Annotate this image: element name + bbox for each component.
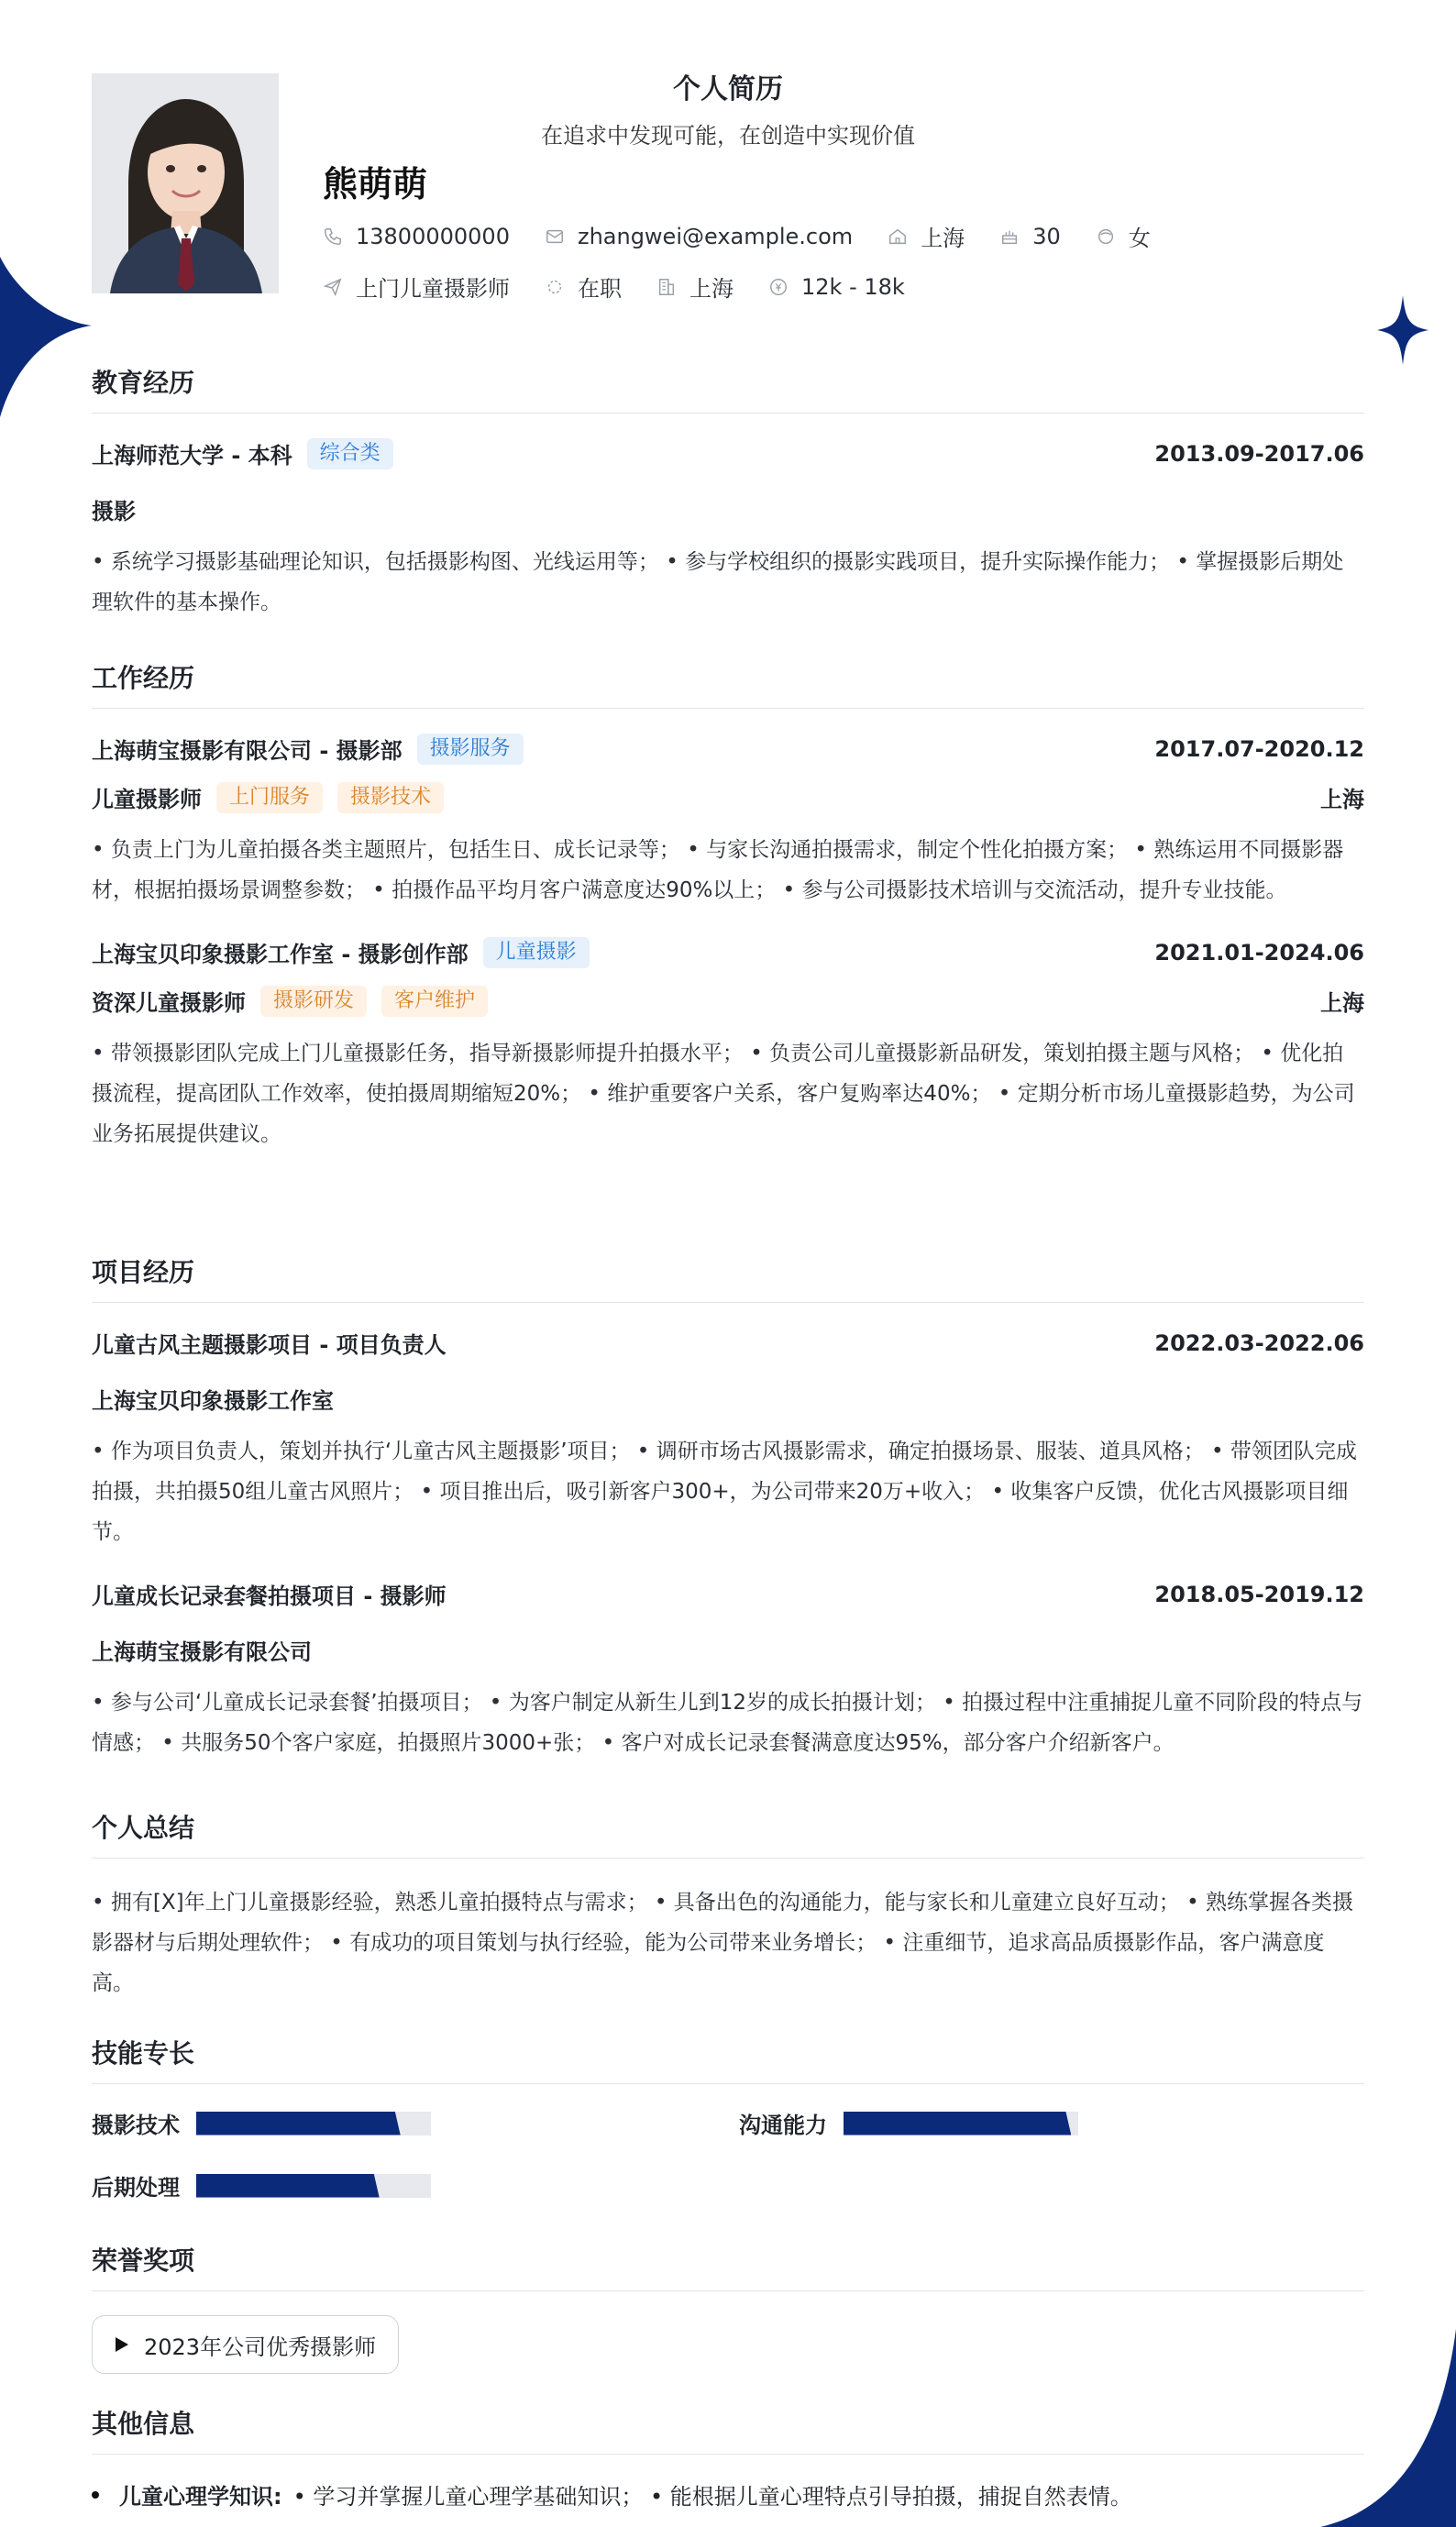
- role-tag: 摄影技术: [337, 782, 444, 813]
- status-icon: [545, 277, 565, 297]
- section-title: 工作经历: [92, 658, 1364, 709]
- education-date: 2013.09-2017.06: [1154, 440, 1364, 467]
- skill-name: 沟通能力: [739, 2113, 827, 2138]
- other-info-text: • 学习并掌握儿童心理学基础知识； • 能根据儿童心理特点引导拍摄，捕捉自然表情。: [292, 2484, 1132, 2510]
- role-tag: 上门服务: [216, 782, 323, 813]
- education-description: • 系统学习摄影基础理论知识，包括摄影构图、光线运用等； • 参与学校组织的摄影实践项目，提升实际操作能力； • 掌握摄影后期处理软件的基本操作。: [92, 550, 1344, 614]
- skill-level-fill: [844, 2112, 1071, 2135]
- gender-info: 女: [1096, 220, 1151, 252]
- work-description: • 负责上门为儿童拍摄各类主题照片，包括生日、成长记录等； • 与家长沟通拍摄需求，制定个性化拍摄方案； • 熟练运用不同摄影器材，根据拍摄场景调整参数； • 拍摄作品平均月客户满意度达90%以上； • 参与公司摄影技术培训与交流活动，提升专业技能。: [92, 838, 1344, 902]
- gender-icon: [1096, 226, 1116, 247]
- school-name: 上海师范大学 - 本科: [92, 443, 292, 469]
- skill-item: [739, 2107, 1078, 2139]
- contact-info-row: [323, 220, 1186, 252]
- project-date: 2022.03-2022.06: [1154, 1330, 1364, 1356]
- avatar-photo: [92, 73, 279, 293]
- major: 摄影: [92, 499, 136, 524]
- section-title: 荣誉奖项: [92, 2241, 1364, 2291]
- cake-icon: [999, 226, 1020, 247]
- award-item[interactable]: 2023年公司优秀摄影师: [92, 2315, 399, 2374]
- section-title: 技能专长: [92, 2034, 1364, 2084]
- skill-item: [92, 2107, 431, 2139]
- work-role-row: [92, 781, 1364, 813]
- skill-level-bar: [844, 2112, 1078, 2135]
- work-description: • 带领摄影团队完成上门儿童摄影任务，指导新摄影师提升拍摄水平； • 负责公司儿童摄影新品研发，策划拍摄主题与风格； • 优化拍摄流程，提高团队工作效率，使拍摄周期缩短20%； • 维护重要客户关系，客户复购率达40%； • 定期分析市场儿童摄影趋势，为公司业务拓展提供建议。: [92, 1042, 1355, 1146]
- work-city-info: 上海: [656, 270, 734, 303]
- industry-tag: 摄影服务: [417, 734, 524, 765]
- project-description: • 作为项目负责人，策划并执行‘儿童古风主题摄影’项目； • 调研市场古风摄影需求，确定拍摄场景、服装、道具风格； • 带领团队完成拍摄，共拍摄50组儿童古风照片； • 项目推出后，吸引新客户300+，为公司带来20万+收入； • 收集客户反馈，优化古风摄影项目细节。: [92, 1440, 1357, 1544]
- work-date: 2017.07-2020.12: [1154, 735, 1364, 762]
- project-organization: 上海萌宝摄影有限公司: [92, 1639, 312, 1665]
- work-role-row: [92, 985, 1364, 1017]
- skill-item: [92, 2169, 431, 2201]
- play-triangle-icon: [115, 2336, 129, 2353]
- work-section: [92, 658, 1364, 1154]
- salary-info: 12k - 18k: [768, 274, 905, 300]
- industry-tag: 儿童摄影: [483, 937, 590, 968]
- phone-info: 13800000000: [323, 224, 510, 249]
- job-role: 资深儿童摄影师: [92, 990, 246, 1016]
- age-info: 30: [999, 224, 1061, 249]
- awards-section: [92, 2241, 1364, 2374]
- work-date: 2021.01-2024.06: [1154, 939, 1364, 966]
- role-tag: 摄影研发: [260, 986, 367, 1017]
- section-title: 项目经历: [92, 1252, 1364, 1303]
- summary-section: [92, 1808, 1364, 2003]
- top-left-wave-decoration: [0, 0, 101, 431]
- work-entry-header: [92, 733, 1364, 765]
- project-name: 儿童成长记录套餐拍摄项目 - 摄影师: [92, 1584, 447, 1609]
- send-icon: [323, 277, 343, 297]
- company-name: 上海萌宝摄影有限公司 - 摄影部: [92, 738, 403, 764]
- project-date: 2018.05-2019.12: [1154, 1581, 1364, 1607]
- company-name: 上海宝贝印象摄影工作室 - 摄影创作部: [92, 942, 469, 967]
- home-icon: [888, 226, 908, 247]
- section-title: 教育经历: [92, 363, 1364, 414]
- sparkle-icon: [1377, 295, 1428, 365]
- section-title: 个人总结: [92, 1808, 1364, 1859]
- other-info-item: [92, 2478, 1364, 2510]
- skill-level-fill: [196, 2174, 380, 2198]
- other-section: [92, 2404, 1364, 2510]
- candidate-name: 熊萌萌: [323, 164, 428, 204]
- project-entry-header: [92, 1327, 1364, 1359]
- work-entry-header: [92, 936, 1364, 968]
- role-tag: 客户维护: [381, 986, 488, 1017]
- email-info: zhangwei@example.com: [545, 224, 853, 249]
- project-entry-header: [92, 1578, 1364, 1610]
- job-intent-row: [323, 270, 940, 303]
- skill-name: 摄影技术: [92, 2113, 180, 2138]
- job-title-info: 上门儿童摄影师: [323, 270, 510, 303]
- skill-level-bar: [196, 2174, 431, 2198]
- skill-level-bar: [196, 2112, 431, 2135]
- education-section: [92, 363, 1364, 623]
- skills-section: [92, 2034, 1364, 2217]
- section-title: 其他信息: [92, 2404, 1364, 2455]
- building-icon: [656, 277, 677, 297]
- bullet-dot: [92, 2491, 99, 2499]
- school-type-tag: 综合类: [307, 438, 393, 469]
- document-title: 个人简历: [673, 73, 783, 105]
- project-organization: 上海宝贝印象摄影工作室: [92, 1388, 334, 1414]
- job-role: 儿童摄影师: [92, 787, 202, 812]
- summary-description: • 拥有[X]年上门儿童摄影经验，熟悉儿童拍摄特点与需求； • 具备出色的沟通能力，能与家长和儿童建立良好互动； • 熟练掌握各类摄影器材与后期处理软件； • 有成功的项目策划与执行经验，能为公司带来业务增长； • 注重细节，追求高品质摄影作品，客户满意度高。: [92, 1891, 1353, 1995]
- education-entry-header: [92, 437, 1364, 469]
- skill-level-fill: [196, 2112, 401, 2135]
- home-city-info: 上海: [888, 220, 965, 252]
- project-description: • 参与公司‘儿童成长记录套餐’拍摄项目； • 为客户制定从新生儿到12岁的成长拍摄计划； • 拍摄过程中注重捕捉儿童不同阶段的特点与情感； • 共服务50个客户家庭，拍摄照片3000+张； • 客户对成长记录套餐满意度达95%，部分客户介绍新客户。: [92, 1691, 1363, 1755]
- job-status-info: 在职: [545, 270, 622, 303]
- other-info-label: 儿童心理学知识:: [119, 2484, 282, 2510]
- work-city: 上海: [1320, 990, 1364, 1016]
- mail-icon: [545, 226, 565, 247]
- work-city: 上海: [1320, 787, 1364, 812]
- salary-icon: [768, 277, 789, 297]
- project-name: 儿童古风主题摄影项目 - 项目负责人: [92, 1332, 447, 1358]
- phone-icon: [323, 226, 343, 247]
- projects-section: [92, 1252, 1364, 1763]
- slogan: 在追求中发现可能，在创造中实现价值: [541, 123, 915, 149]
- skill-name: 后期处理: [92, 2175, 180, 2201]
